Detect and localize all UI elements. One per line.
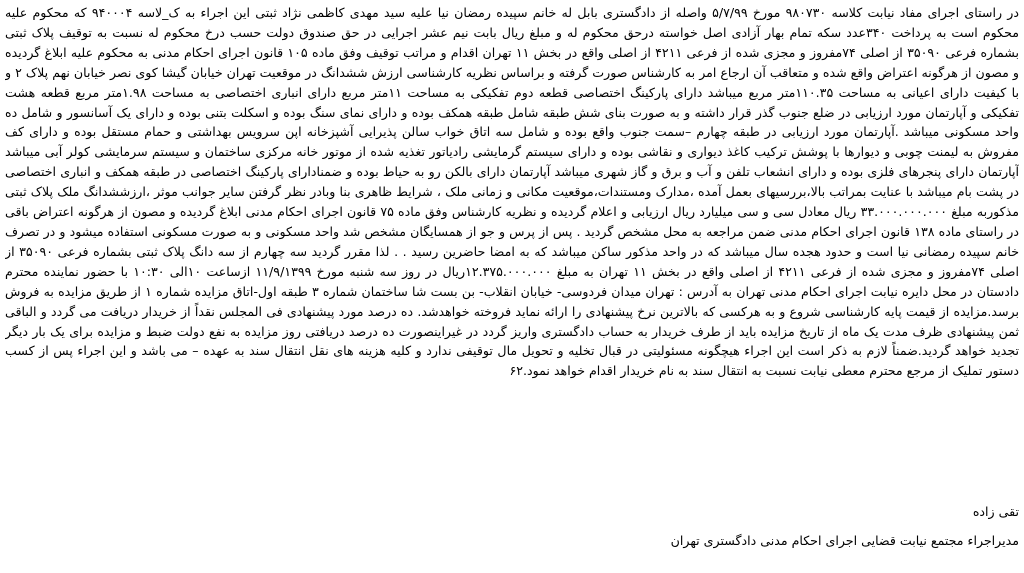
notice-body-text: در راستای اجرای مفاد نیابت کلاسه ۹۸۰۷۳۰ مورخ ۵/۷/۹۹ واصله از دادگستری بابل له خانم سپیده رمضان نیا علیه سید مهدی کاظمی نژاد ثبتی این اجراء به ک_لاسه ۹۴۰۰۰۴ که محکوم علیه محکوم است به پرداخت ۳۴۰عدد سکه تمام بهار آزادی اصل خواسته درحق محکوم له و مبلغ ریال بابت نیم عشر اجرایی در حق صندوق دولت حسب درخ محکوم له نسبت به توقیف پلاک ثبتی بشماره فرعی ۳۵۰۹۰ از اصلی ۷۴مفروز و مجزی شده از فرعی ۴۲۱۱ از اصلی واقع در بخش ۱۱ تهران اقدام و مراتب توقیف وفق ماده ۱۰۵ قانون اجرای احکام مدنی به محکوم علیه ابلاغ گردیده و مصون از هرگونه اعتراض واقع شده و متعاقب آن ارجاع امر به کارشناس صورت گرفته و براساس نظریه کارشناسی ارزش ششدانگ در موقعیت تهران خیابان گیشا کوی نصر خیابان نهم پلاک ۲ و با کیفیت دارای اعیانی به مساحت ۱۱۰.۳۵متر مربع میباشد دارای پارکینگ اختصاصی قطعه دوم تفکیکی به مساحت ۱۱متر مربع دارای انباری اختصاصی به مساحت ۱.۹۸متر مربع قطعه هشت تفکیکی و آپارتمان مورد ارزیابی در ضلع جنوب گذر قرار داشته و به صورت بنای شش طبقه شامل طبقه همکف بوده و دارای نمای سنگ بوده و اسکلت بتنی بوده و دارای یک آسانسور و شامل ده واحد مسکونی میباشد .آپارتمان مورد ارزیابی در طبقه چهارم –سمت جنوب واقع بوده و شامل سه اتاق خواب سالن پذیرایی آشپزخانه اپن سرویس بهداشتی و حمام مستقل بوده و دارای کف مفروش به لیمنت چوبی و دیوارها با پوشش ترکیب کاغذ دیواری و نقاشی بوده و دارای سیستم گرمایشی رادیاتور تغذیه شده از موتور خانه مرکزی ساختمان و سیستم سرمایشی کولر آبی میباشد آپارتمان دارای پنجرهای فلزی بوده و دارای انشعاب تلفن و آب و برق و گاز شهری میباشد آپارتمان دارای بالکن رو به حیاط بوده و ضمنادارای پارکینگ اختصاصی در طبقه همکف و انباری اختصاصی در پشت بام میباشد با عنایت بمراتب بالا،بررسیهای بعمل آمده ،مدارک ومستندات،موقعیت مکانی و زمانی ملک ، شرایط ظاهری بنا وبادر نظر گرفتن سایر جوانب موثر ،ارزششدانگ ملک پلاک ثبتی مذکوربه مبلغ ۳۳.۰۰۰.۰۰۰.۰۰۰ ریال معادل سی و سی میلیارد ریال ارزیابی و اعلام گردیده و نظریه کارشناس وفق ماده ۷۵ قانون اجرای احکام مدنی ابلاغ گردیده و مصون از هرگونه اعتراض باقی در راستای ماده ۱۳۸ قانون اجرای احکام مدنی ضمن مراجعه به محل مشخص گردید . پس از پرس و جو از همسایگان مشخص شد واحد مسکونی و به صورت مسکونی استفاده میشود و در تصرف خانم سپیده رمضانی نیا است و حدود هجده سال میباشد که در واحد مذکور ساکن میباشد که به امضا حاضرین رسید . . لذا مقرر گردید سه چهارم از سه دانگ پلاک ثبتی بشماره فرعی ۳۵۰۹۰ از اصلی ۷۴مفروز و مجزی شده از فرعی ۴۲۱۱ از اصلی واقع در بخش ۱۱ تهران به مبلغ ۱۲.۳۷۵.۰۰۰.۰۰۰ریال در روز سه شنبه مورخ ۱۱/۹/۱۳۹۹ ازساعت ۱۰الی ۱۰:۳۰ با حضور نماینده محترم دادستان در محل دایره نیابت اجرای احکام مدنی تهران به آدرس : تهران میدان فردوسی- خیابان انقلاب- بن بست شا ساختمان شماره ۳ طبقه اول-اتاق مزایده شماره ۱ از طریق مزایده به فروش برسد.مزایده از قیمت پایه کارشناسی شروع و به هرکسی که بالاترین نرخ پیشنهادی را ارائه نماید فروخته خواهدشد. ده درصد مورد پیشنهادی فی المجلس نقداً از خریدار دریافت می گردد و الباقی ثمن پیشنهادی ظرف مدت یک ماه از تاریخ مزایده باید از طرف خریدار به حساب دادگستری واریز گردد در غیراینصورت ده درصد دریافتی روز مزایده به نفع دولت ضبط و مزایده برای یک بار دیگر تجدید خواهد گردید.ضمناً لازم به ذکر است این اجراء هیچگونه مسئولیتی در قبال تخلیه و تحویل مال توقیفی ندارد و کلیه هزینه های نقل انتقال سند به عهده – می باشد و این اجراء پس از کسب دستور تملیک از مرجع محترم معطی نیابت نسبت به انتقال سند به نام خریدار اقدام خواهد نمود.۶۲ — [5, 5, 1019, 379]
signatory-title: مدیراجراء مجتمع نیابت قضایی اجرای احکام مدنی دادگستری تهران — [670, 533, 1019, 548]
signatory-name: تقی زاده — [972, 504, 1019, 519]
